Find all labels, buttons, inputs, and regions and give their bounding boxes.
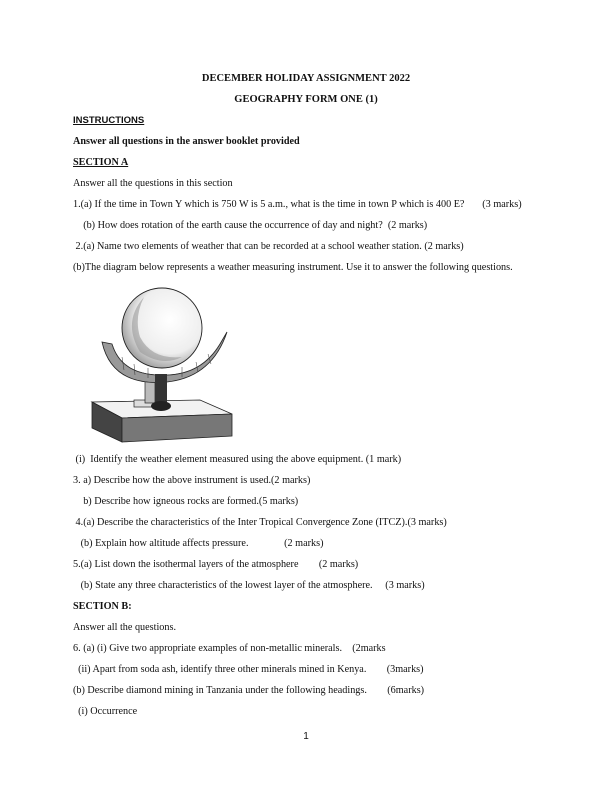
document-subtitle: GEOGRAPHY FORM ONE (1) xyxy=(234,94,378,105)
question-line: (b)The diagram below represents a weather measuring instrument. Use it to answer the following questions. xyxy=(73,262,513,273)
section-b-intro: Answer all the questions. xyxy=(73,622,176,633)
section-a-intro: Answer all the questions in this section xyxy=(73,178,233,189)
question-line: (i) Occurrence xyxy=(73,706,138,717)
question-line: (ii) Apart from soda ash, identify three other minerals mined in Kenya. (3marks) xyxy=(73,664,424,675)
page-number: 1 xyxy=(303,731,309,742)
question-line: (b) Describe diamond mining in Tanzania under the following headings. (6marks) xyxy=(73,685,425,696)
question-line: (b) How does rotation of the earth cause the occurrence of day and night? (2 marks) xyxy=(73,220,428,231)
instructions-text: Answer all questions in the answer booklet provided xyxy=(73,136,300,147)
question-line: b) Describe how igneous rocks are formed.(5 marks) xyxy=(73,496,299,507)
sunshine-recorder-illustration xyxy=(82,282,242,452)
section-a-heading: SECTION A xyxy=(73,157,129,168)
question-line: (b) State any three characteristics of the lowest layer of the atmosphere. (3 marks) xyxy=(73,580,425,591)
question-line: 3. a) Describe how the above instrument is used.(2 marks) xyxy=(73,475,311,486)
question-line: 5.(a) List down the isothermal layers of the atmosphere (2 marks) xyxy=(73,559,359,570)
question-line: 2.(a) Name two elements of weather that can be recorded at a school weather station. (2 marks) xyxy=(73,241,464,252)
question-line: (i) Identify the weather element measured using the above equipment. (1 mark) xyxy=(73,454,402,465)
section-b-heading: SECTION B: xyxy=(73,601,132,612)
question-line: 4.(a) Describe the characteristics of the Inter Tropical Convergence Zone (ITCZ).(3 marks) xyxy=(73,517,447,528)
instructions-heading: INSTRUCTIONS xyxy=(73,115,145,126)
question-line: 6. (a) (i) Give two appropriate examples of non-metallic minerals. (2marks xyxy=(73,643,386,654)
question-line: (b) Explain how altitude affects pressure. (2 marks) xyxy=(73,538,324,549)
document-title: DECEMBER HOLIDAY ASSIGNMENT 2022 xyxy=(201,73,411,84)
question-line: 1.(a) If the time in Town Y which is 750 W is 5 a.m., what is the time in town P which is 400 E? (3 marks) xyxy=(73,199,522,210)
